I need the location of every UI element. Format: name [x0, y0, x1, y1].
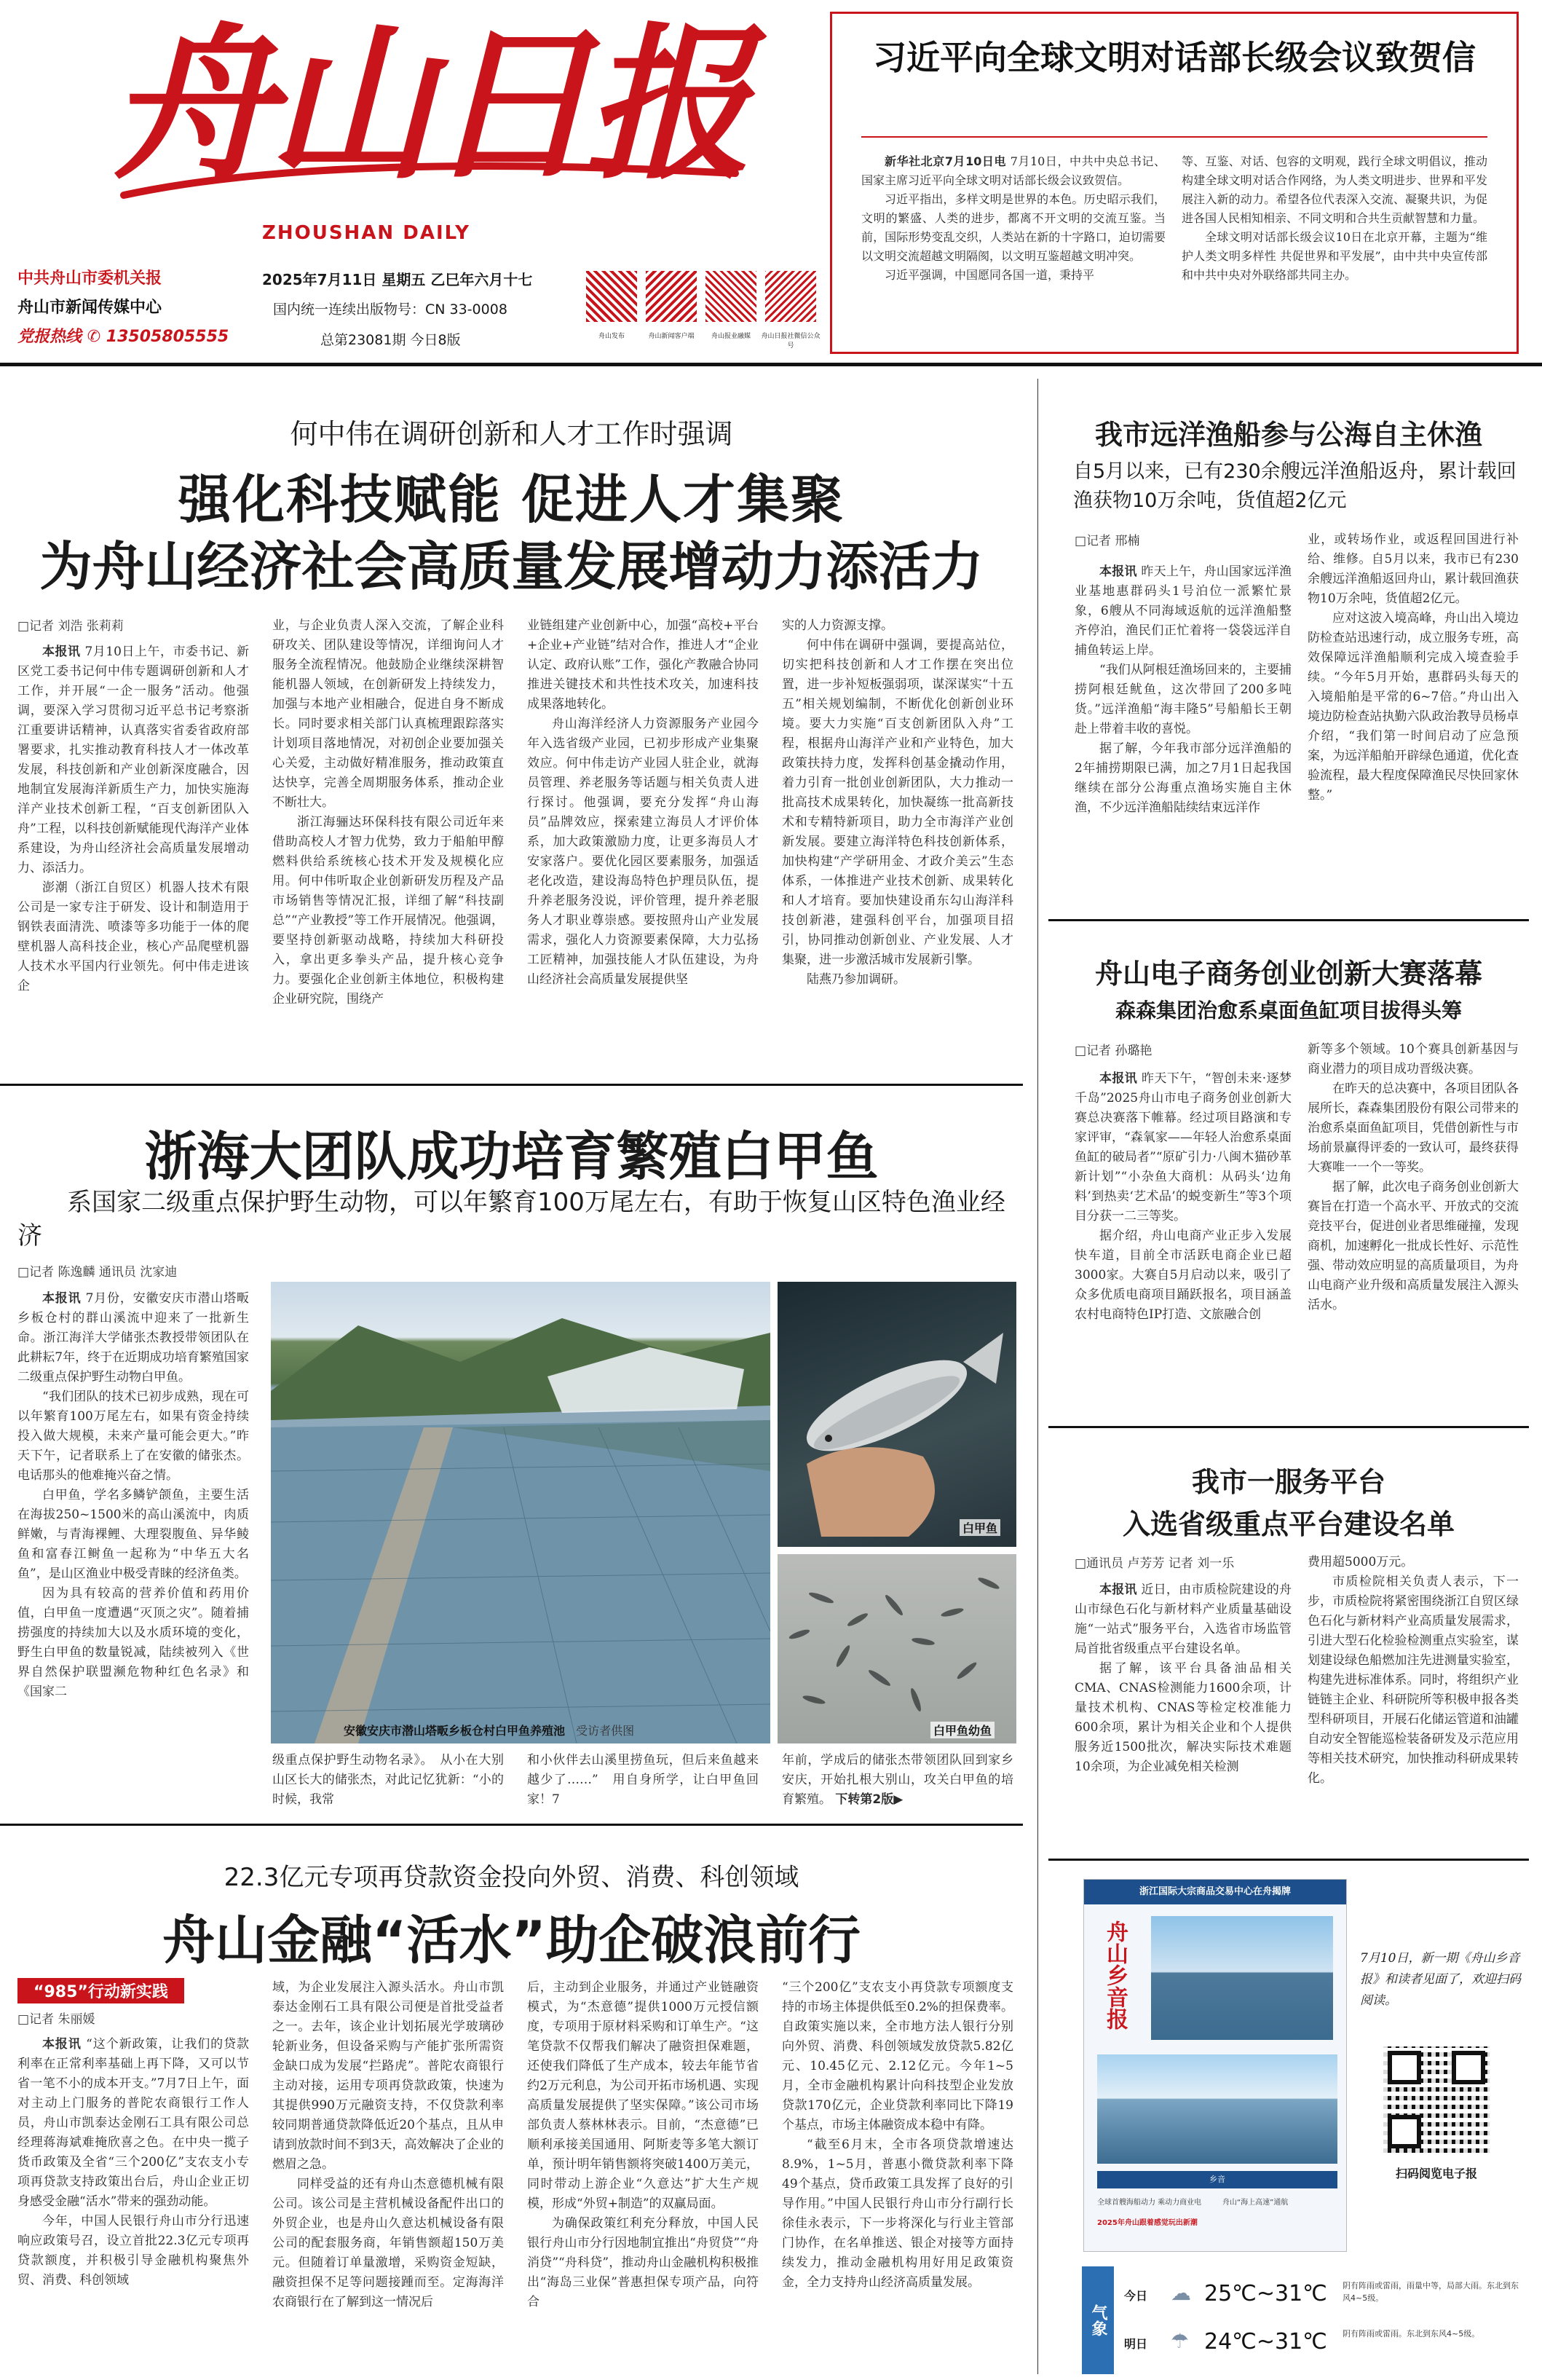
- paragraph-text: 今年，中国人民银行舟山市分行迅速响应政策号召，设立首批22.3亿元专项再贷款额度，并积极引导金融机构聚焦外贸、消费、科创领域: [17, 2214, 249, 2288]
- fry-illustration: [778, 1554, 1016, 1743]
- phone-icon: ✆: [87, 328, 101, 346]
- photo-caption: 白甲鱼幼鱼: [930, 1722, 995, 1738]
- paragraph-text: 业，或转场作业，或返程回国进行补给、维修。自5月以来，我市已有230余艘远洋渔船返回舟山，累计载回渔获物10万余吨，货值超2亿元。: [1308, 532, 1519, 606]
- headline: 为舟山经济社会高质量发展增动力添活力: [39, 536, 984, 597]
- weather-box: [1082, 2266, 1527, 2374]
- article-column: [1182, 152, 1487, 342]
- section-rule: [1048, 919, 1529, 921]
- weather-desc: 阴有阵雨或雷雨。东北到东风4~5级。: [1343, 2329, 1480, 2338]
- paragraph-text: 业，与企业负责人深入交流，了解企业科研攻关、团队建设等情况，详细询问人才服务全流程情况。他鼓励企业继续深耕智能机器人领域，在创新研发上持续发力，加强与本地产业相融合，促进自身不断成长。同时要求相关部门认真梳理跟踪落实计划项目落地情况，对初创企业要加强关心关爱，主动做好精准服务，推动政策直达快享，完善全周期服务体系，推动企业不断壮大。: [272, 618, 504, 810]
- qr-code[interactable]: [646, 271, 697, 322]
- paragraph: [782, 1751, 1013, 1809]
- fish-story: [0, 1088, 1023, 1816]
- article-column: [1308, 1040, 1519, 1411]
- paragraph-text: 级重点保护野生动物名录》。 从小在大别山区长大的储张杰，对此记忆犹新：“小的时候，我常: [272, 1753, 504, 1807]
- paragraph: [17, 1289, 249, 1387]
- paragraph-text: 年前，学成后的储张杰带领团队回到家乡安庆，开始扎根大别山，攻关白甲鱼的培育繁殖。: [782, 1753, 1013, 1807]
- lead: 本报讯: [1099, 1071, 1138, 1086]
- service-story: [1048, 1430, 1529, 1853]
- photo-fish-in-hand[interactable]: [778, 1282, 1016, 1547]
- paper-snippet: 全球首艘海船动力 乘动力商业电: [1097, 2199, 1202, 2207]
- paragraph: [782, 1978, 1013, 2135]
- paragraph-text: 因为具有较高的营养价值和药用价值，白甲鱼一度遭遇“灭顶之灾”。随着捕捞强度的持续加大以及水质环境的变化，野生白甲鱼的数量锐减，陆续被列入《世界自然保护联盟濒危物种红色名录》和《国家二: [17, 1586, 249, 1699]
- byline: □记者 孙璐艳: [1075, 1044, 1152, 1058]
- article-column: [17, 2035, 249, 2376]
- paragraph-text: 舟山海洋经济人力资源服务产业园今年入选省级产业园，已初步形成产业集聚效应。何中伟走访产业园人驻企业，就海员管理、养老服务等话题与相关负责人进行探讨。他强调，要充分发挥“舟山海员”品牌效应，探索建立海员人才评价体系，加大政策激励力度，让更多海员人才安家落户。要优化园区要素服务，加强适老化改造，建设海岛特色护理员队伍，提升养老服务没说，评价管理，提升养老服务人才职业尊崇感。要按照舟山产业发展需求，强化人力资源要素保障，大力弘扬工匠精神，加强技能人才队伍建设，为舟山经济社会高质量发展提供坚: [527, 717, 759, 987]
- paragraph-text: 和小伙伴去山溪里捞鱼玩，但后来鱼越来越少了……” 用自身所学，让白甲鱼回家！7: [527, 1753, 759, 1807]
- headline: 浙海大团队成功培育繁殖白甲鱼: [144, 1126, 879, 1187]
- promo-box: [1083, 1879, 1527, 2258]
- paragraph: [272, 2175, 504, 2312]
- weather-label: 气象: [1082, 2266, 1114, 2374]
- paper-title: 舟山乡音报: [1102, 1920, 1128, 2030]
- paragraph-text: 应对这波入境高峰，舟山出入境边防检查站迅速行动，成立服务专班，高效保障远洋渔船顺利完成入境查验手续。“今年5月开始，惠群码头每天的入境船舶是平常的6~7倍。”舟山出入境边防检查站执勤六队政治教导员杨卓介绍，“我们第一时间启动了应急预案，为远洋船舶开辟绿色通道，优化查验流程，最大程度保障渔民尽快回家休整。”: [1308, 611, 1519, 803]
- paragraph-text: 等、互鉴、对话、包容的文明观，践行全球文明倡议，推动构建全球文明对话合作网络，为人类文明进步、世界和平发展注入新的动力。希望各位代表深入交流、凝聚共识，为促进各国人民相知相亲、不同文明和合共生贡献智慧和力量。: [1182, 154, 1487, 225]
- paragraph-text: 白甲鱼，学名多鳞铲颌鱼，主要生活在海拔250~1500米的高山溪流中，肉质鲜嫩，与青海裸鲤、大理裂腹鱼、异华鲮鱼和富春江鲥鱼一起称为“中华五大名鱼”，是山区渔业中极受青睐的经济鱼类。: [17, 1488, 249, 1581]
- byline: □记者 刘浩 张莉莉: [17, 619, 124, 634]
- qr-code[interactable]: [765, 271, 816, 322]
- weather-row: [1124, 2325, 1527, 2368]
- paragraph: [17, 642, 249, 878]
- paragraph: [17, 1584, 249, 1702]
- paragraph: [1308, 1079, 1519, 1178]
- article-column: [272, 1751, 504, 1809]
- headline: 舟山金融“活水”助企破浪前行: [162, 1910, 861, 1971]
- headline: 舟山电子商务创业创新大赛落幕: [1094, 958, 1482, 990]
- paragraph: [527, 2214, 759, 2312]
- photo-caption: 白甲鱼: [960, 1519, 1000, 1536]
- photo-fish-ponds[interactable]: [271, 1282, 770, 1743]
- caption-text: 安徽安庆市潜山塔畈乡板仓村白甲鱼养殖池: [344, 1724, 566, 1738]
- paragraph-text: “三个200亿”支农支小再贷款专项额度支持的市场主体提供低至0.2%的担保费率。自政策实施以来，全市地方法人银行分别向外贸、消费、科创领域发放贷款5.82亿元、10.45亿元、2.12亿元。今年1~5月，全市金融机构累计向科技型企业发放贷款170亿元，企业贷款利率同比下降19个基点，市场主体融资成本稳中有降。: [782, 1980, 1013, 2132]
- weather-temp: 24℃~31℃: [1204, 2329, 1327, 2355]
- qr-label: 舟山日报社微信公众号: [761, 333, 821, 350]
- article-column: [527, 1978, 759, 2376]
- weather-day: 今日: [1124, 2289, 1148, 2303]
- weather-day: 明日: [1124, 2337, 1148, 2351]
- qr-label: 舟山新闻客户端: [648, 333, 695, 340]
- headline-rule: [861, 136, 1487, 138]
- section-rule: [0, 1084, 1023, 1086]
- weather-temp: 25℃~31℃: [1204, 2281, 1327, 2306]
- article-column: [527, 1751, 759, 1809]
- paragraph-text: 昨天上午，舟山国家远洋渔业基地惠群码头1号泊位一派繁忙景象，6艘从不同海域返航的远洋渔船整齐停泊，渔民们正忙着将一袋袋远洋自捕鱼转运上岸。: [1075, 564, 1292, 658]
- paragraph-text: 市质检院相关负责人表示，下一步，市质检院将紧密围绕浙江自贸区绿色石化与新材料产业高质量发展需求，引进大型石化检验检测重点实验室，谋划建设绿色船燃加注先进测量实验室，构建先进标准体系。同时，将组织产业链链主企业、科研院所等积极申报各类型科研项目，开展石化储运管道和油罐自动安全智能巡检装备研发及示范应用等相关技术研究，加快推动科研成果转化。: [1308, 1575, 1519, 1786]
- paragraph-text: 习近平强调，中国愿同各国一道，秉持平: [885, 268, 1095, 282]
- sponsor: 中共舟山市委机关报: [17, 269, 162, 288]
- paragraph: [1075, 661, 1292, 739]
- hotline: [17, 324, 229, 347]
- paragraph: [1308, 1553, 1519, 1572]
- paper-thumbnail[interactable]: [1083, 1879, 1347, 2252]
- weather-icon: ☂: [1171, 2329, 1190, 2353]
- headline: 我市远洋渔船参与公海自主休渔: [1094, 419, 1482, 451]
- paragraph-text: 据了解，该平台具备油品相关CMA、CNAS检测能力1600余项，计量技术机构、CNAS等检定校准能力600余项，累计为相关企业和个人提供服务近1500批次，解决实际技术难题10余项，为企业减免相关检测: [1075, 1661, 1292, 1774]
- paragraph-text: 后，主动到企业服务，并通过产业链融资模式，为“杰意德”提供1000万元授信额度，专项用于原材料采购和订单生产。“这笔贷款不仅帮我们解决了融资担保难题，还使我们降低了生产成本，较去年能节省约2万元利息，为公司开拓市场机遇、实现高质量发展提供了坚实保障。”该公司市场部负责人蔡林林表示。目前，“杰意德”已顺利承接美国通用、阿斯麦等多笔大额订单，预计明年销售额将突破1400万美元，同时带动上游企业“久意达”扩大生产规模，形成“外贸+制造”的双赢局面。: [527, 1980, 759, 2211]
- section-rule: [1048, 1426, 1529, 1428]
- column-divider: [1037, 379, 1038, 2374]
- paragraph: [1182, 152, 1487, 228]
- caption-credit: 受访者供图: [576, 1724, 635, 1738]
- article-column: [527, 616, 759, 1059]
- paragraph-text: 全球文明对话部长级会议10日在北京开幕，主题为“维护人类文明多样性 共促世界和平发展”，由中共中央宣传部和中共中央对外联络部共同主办。: [1182, 230, 1487, 282]
- section-tag: “985”行动新实践: [17, 1978, 184, 2003]
- photo-caption: [344, 1722, 634, 1738]
- byline: □记者 邢楠: [1075, 534, 1140, 548]
- lead: 本报讯: [42, 2037, 82, 2052]
- qr-code[interactable]: [586, 271, 637, 322]
- paragraph: [1075, 1069, 1292, 1226]
- paragraph-text: 习近平指出，多样文明是世界的本色。历史昭示我们，文明的繁盛、人类的进步，都离不开文明的交流互鉴。当前，国际形势变乱交织，人类站在新的十字路口，迫切需要以文明交流超越文明隔阂，以文明互鉴超越文明冲突。: [861, 192, 1166, 263]
- paper-snippet: 舟山“海上高速”通航: [1222, 2199, 1289, 2207]
- lead: 本报讯: [42, 645, 81, 659]
- paragraph: [861, 266, 1166, 285]
- article-column: [272, 616, 504, 1059]
- cn-number: 国内统一连续出版物号：CN 33-0008: [273, 302, 507, 318]
- article-column: [1075, 1580, 1292, 1828]
- paragraph: [861, 152, 1166, 190]
- paragraph: [1308, 609, 1519, 805]
- article-column: [1075, 562, 1292, 897]
- paragraph: [272, 813, 504, 1009]
- paragraph-text: 浙江海骊达环保科技有限公司近年来借助高校人才智力优势，致力于船舶甲醇燃料供给系统核心技术开发及规模化应用。何中伟听取企业创新研发历程及产品市场销售等情况汇报，详细了解“科技副总”“产业教授”等工作开展情况。他强调，要坚持创新驱动战略，持续加大科研投入，拿出更多拳头产品，提升核心竞争力。要强化企业创新主体地位，积极构建企业研究院，围绕产: [272, 815, 504, 1006]
- paragraph: [1308, 1040, 1519, 1079]
- promo-note: 7月10日，新一期《舟山乡音报》和读者见面了，欢迎扫码阅读。: [1360, 1951, 1521, 2008]
- byline: □记者 朱丽媛: [17, 2012, 95, 2027]
- top-story: [830, 12, 1519, 354]
- paragraph: [272, 1978, 504, 2175]
- qr-code[interactable]: [705, 271, 756, 322]
- paragraph: [527, 1978, 759, 2214]
- issue-number: 总第23081期 今日8版: [320, 332, 461, 348]
- paragraph: [527, 1751, 759, 1809]
- paragraph-text: 澎潮（浙江自贸区）机器人技术有限公司是一家专注于研发、设计和制造用于钢铁表面清洗、喷漆等多功能于一体的爬壁机器人高科技企业，核心产品爬壁机器人技术水平国内行业领先。何中伟走进该企: [17, 880, 249, 993]
- kicker: 22.3亿元专项再贷款资金投向外贸、消费、科创领域: [224, 1863, 799, 1892]
- paragraph-text: 同样受益的还有舟山杰意德机械有限公司。该公司是主营机械设备配件出口的外贸企业，也是舟山久意达机械设备有限公司的配套服务商，年销售额超150万美元。但随着订单量激增，采购资金短缺，融资担保不足等问题接踵而至。定海海洋农商银行在了解到这一情况后: [272, 2177, 504, 2309]
- paragraph-text: 陆燕乃参加调研。: [807, 972, 906, 987]
- paragraph-text: 7月10日上午，市委书记、新区党工委书记何中伟专题调研创新和人才工作，并开展“一企一服务”活动。他强调，要深入学习贯彻习近平总书记考察浙江重要讲话精神，认真落实省委省政府部署要求，扎实推动教育科技人才一体改革发展，科技创新和产业创新深度融合，因地制宜发展海洋新质生产力，加快实施海洋产业技术创新工程，“百支创新团队入舟”工程，以科技创新赋能现代海洋产业体系建设，为舟山经济社会高质量发展增动力、添活力。: [17, 645, 249, 875]
- paragraph-text: 域，为企业发展注入源头活水。舟山市凯泰达金刚石工具有限公司便是首批受益者之一。去年，该企业计划拓展光学玻璃砂轮新业务，但设备采购与产能扩张所需资金缺口成为发展“拦路虎”。普陀农商银行主动对接，运用专项再贷款政策，快速为其提供990万元融资支持，不仅贷款利率较同期普通贷款降低近20个基点，且从申请到放款时间不到3天，高效解决了企业的燃眉之急。: [272, 1980, 504, 2172]
- masthead: [0, 0, 1542, 364]
- paper-header: 浙江国际大宗商品交易中心在舟揭牌: [1084, 1880, 1346, 1904]
- lead: 本报讯: [42, 1291, 82, 1306]
- paragraph: [527, 616, 759, 714]
- paragraph-text: 据了解，此次电子商务创业创新大赛旨在打造一个高水平、开放式的交流竞技平台，促进创业者思维碰撞，发现商机，加速孵化一批成长性好、示范性强、带动效应明显的高质量项目，为舟山电商产业升级和高质量发展注入源头活水。: [1308, 1180, 1519, 1312]
- paragraph-text: 为确保政策红利充分释放，中国人民银行舟山市分行因地制宜推出“舟贸贷”“舟消贷”“舟科贷”，推动舟山金融机构积极推出“海岛三业保”普惠担保专项产品，向符合: [527, 2216, 759, 2309]
- qr-label: 舟山发布: [598, 333, 625, 340]
- qr-label: 舟山报业融媒: [711, 333, 751, 340]
- qr-row: [586, 271, 819, 351]
- paper-banner: 乡音: [1097, 2171, 1337, 2188]
- paragraph: [782, 616, 1013, 636]
- weather-icon: ☁: [1171, 2281, 1191, 2305]
- photo-fish-fry[interactable]: [778, 1554, 1016, 1743]
- paragraph: [272, 616, 504, 813]
- paragraph-text: 费用超5000万元。: [1308, 1555, 1414, 1569]
- paragraph: [1075, 562, 1292, 661]
- article-column: [782, 1978, 1013, 2376]
- paragraph: [1075, 1580, 1292, 1659]
- section-rule: [1048, 1859, 1529, 1861]
- kicker: 何中伟在调研创新和人才工作时强调: [290, 418, 733, 450]
- hotline-label: 党报热线: [17, 328, 82, 346]
- article-column: [861, 152, 1166, 342]
- paragraph-text: 业链组建产业创新中心，加强“高校+平台+企业+产业链”结对合作，推进人才“企业认定、政府认账”工作，强化产教融合协同推进关键技术和共性技术攻关，加速科技成果落地转化。: [527, 618, 759, 712]
- english-name: ZHOUSHAN DAILY: [262, 222, 470, 244]
- subhead: 森森集团治愈系桌面鱼缸项目拔得头筹: [1115, 998, 1462, 1022]
- pond-illustration: [271, 1282, 770, 1743]
- article-column: [1075, 1069, 1292, 1411]
- logo-text: 舟山日报: [109, 7, 744, 202]
- paragraph-text: “我们团队的技术已初步成熟，现在可以年繁育100万尾左右，如果有资金持续投入做大规模，未来产量可能会更大。”昨天下午，记者联系上了在安徽的储张杰。电话那头的他难掩兴奋之情。: [17, 1390, 249, 1483]
- article-column: [782, 616, 1013, 1059]
- lead: 本报讯: [1099, 1583, 1137, 1597]
- lead: 本报讯: [1099, 564, 1137, 579]
- article-column: [1308, 530, 1519, 897]
- paragraph: [782, 970, 1013, 990]
- ecommerce-story: [1048, 923, 1529, 1426]
- paragraph-text: “这个新政策，让我们的贷款利率在正常利率基础上再下降，又可以节省一笔不小的成本开支。”7月7日上午，面对主动上门服务的普陀农商银行工作人员，舟山市凯泰达金刚石工具有限公司总经理蒋海斌难掩欣喜之色。在中央一揽子货币政策及全省“三个200亿”支农支小专项再贷款支持政策出台后，舟山企业正切身感受金融“活水”带来的强劲动能。: [17, 2037, 249, 2209]
- paper-snippet: 2025年舟山跟着感觉玩出新潮: [1097, 2219, 1198, 2227]
- paragraph-text: 据了解，今年我市部分远洋渔船的2年捕捞期限已满，加之7月1日起我国继续在部分公海重点渔场实施自主休渔，不少远洋渔船陆续结束远洋作: [1075, 741, 1292, 815]
- paragraph-text: 7月份，安徽安庆市潜山塔畈乡板仓村的群山溪流中迎来了一批新生命。浙江海洋大学储张杰教授带领团队在此耕耘7年，终于在近期成功培育繁殖国家二级重点保护野生动物白甲鱼。: [17, 1291, 249, 1384]
- paragraph: [272, 1751, 504, 1809]
- date: 2025年7月11日 星期五 乙巳年六月十七: [262, 271, 533, 288]
- paragraph: [782, 2135, 1013, 2293]
- qr-code[interactable]: [1383, 2046, 1490, 2153]
- headline: 习近平向全球文明对话部长级会议致贺信: [873, 38, 1476, 77]
- article-column: [272, 1978, 504, 2376]
- article-column: [1308, 1553, 1519, 1828]
- paragraph: [1308, 530, 1519, 609]
- paper-photo: [1151, 1916, 1333, 2040]
- paragraph: [17, 1486, 249, 1584]
- paragraph: [1075, 1226, 1292, 1325]
- paragraph: [17, 2212, 249, 2290]
- fish-illustration: [778, 1282, 1016, 1547]
- weather-row: [1124, 2277, 1527, 2320]
- paragraph: [1075, 1659, 1292, 1777]
- paragraph: [1075, 739, 1292, 818]
- subhead: 系国家二级重点保护野生动物，可以年繁育100万尾左右，有助于恢复山区特色渔业经济: [17, 1188, 1005, 1250]
- paragraph-text: 何中伟在调研中强调，要提高站位，切实把科技创新和人才工作摆在突出位置，进一步补短板强弱项，谋深谋实“十五五”相关规划编制，不断优化创新创业环境。要大力实施“百支创新团队入舟”工程，根据舟山海洋产业和产业特色，加大政策扶持力度，发挥科创基金撬动作用，着力引育一批创业创新团队，大力推动一批高技术成果转化，加快凝练一批高新技术和专精特新项目，助力全市海洋产业创新发展。要建立海洋特色科技创新体系，加快构建“产学研用金、才政介美云”生态体系，一体推进产业技术创新、成果转化和人才培育。要加快建设甬东勾山海洋科技创新港，建强科创平台，加强项目招引，协同推动创新创业、产业发展、人才集聚，进一步激活城市发展新引擎。: [782, 638, 1013, 967]
- paragraph: [17, 1387, 249, 1486]
- byline: □通讯员 卢芳芳 记者 刘一乐: [1075, 1556, 1235, 1571]
- paragraph-text: 在昨天的总决赛中，各项目团队各展所长，森森集团股份有限公司带来的治愈系桌面鱼缸项目，凭借创新性与市场前景赢得评委的一致认可，最终获得大赛唯一一个一等奖。: [1308, 1081, 1519, 1175]
- paragraph-text: 近日，由市质检院建设的舟山市绿色石化与新材料产业质量基础设施“一站式”服务平台，入选省市场监管局首批省级重点平台建设名单。: [1075, 1583, 1292, 1656]
- continue-link[interactable]: 下转第2版▶: [835, 1792, 904, 1807]
- paragraph: [1182, 228, 1487, 285]
- hotline-number: 13505805555: [106, 328, 229, 346]
- paragraph-text: 据介绍，舟山电商产业正步入发展快车道，目前全市活跃电商企业已超3000家。大赛自5月启动以来，吸引了众多优质电商项目踊跃报名，项目涵盖农村电商特色IP打造、文旅融合创: [1075, 1229, 1292, 1322]
- headline: 入选省级重点平台建设名单: [1122, 1508, 1455, 1540]
- paragraph: [17, 2035, 249, 2212]
- logo: [109, 6, 750, 224]
- finance-story: [0, 1828, 1023, 2380]
- paragraph-text: 7月10日，中共中央总书记、国家主席习近平向全球文明对话部长级会议致贺信。: [861, 154, 1166, 187]
- paragraph-text: “截至6月末，全市各项贷款增速达8.9%，1~5月，普惠小微贷款利率下降49个基点，贷币政策工具发挥了良好的引导作用。”中国人民银行舟山市分行副行长徐佳永表示，下一步将深化与行业主管部门协作，在名单推送、银企对接等方面持续发力，推动金融机构用好用足政策资金，全力支持舟山经济高质量发展。: [782, 2137, 1013, 2290]
- section-rule: [0, 1824, 1023, 1826]
- paragraph-text: 实的人力资源支撑。: [782, 618, 893, 633]
- paragraph: [527, 714, 759, 990]
- paragraph: [1308, 1178, 1519, 1315]
- weather-desc: 阴有阵雨或雷雨，雨量中等，局部大雨。东北到东风4~5级。: [1343, 2281, 1519, 2303]
- article-column: [17, 642, 249, 1059]
- byline: □记者 陈逸麟 通讯员 沈家迪: [17, 1265, 178, 1280]
- subhead: 自5月以来，已有230余艘远洋渔船返舟，累计载回渔获物10万余吨，货值超2亿元: [1073, 460, 1517, 512]
- fishing-story: [1048, 371, 1529, 918]
- masthead-rule: [0, 363, 1542, 366]
- headline: 强化科技赋能 促进人才集聚: [178, 469, 845, 530]
- lead: 新华社北京7月10日电: [885, 154, 1007, 168]
- paragraph: [782, 636, 1013, 970]
- lead-story: [0, 371, 1023, 1081]
- paper-photo: [1097, 2054, 1337, 2164]
- article-column: [782, 1751, 1013, 1809]
- paragraph: [861, 190, 1166, 266]
- paragraph-text: 新等多个领域。10个赛具创新基因与商业潜力的项目成功晋级决赛。: [1308, 1042, 1519, 1076]
- paragraph-text: “我们从阿根廷渔场回来的，主要捕捞阿根廷鱿鱼，这次带回了200多吨货。”远洋渔船“海丰隆5”号船船长王朝赴上带着丰收的喜悦。: [1075, 663, 1292, 736]
- paragraph-text: 昨天下午，“智创未来·逐梦千岛”2025舟山市电子商务创业创新大赛总决赛落下帷幕。经过项目路演和专家评审，“森氧家——年轻人治愈系桌面鱼缸的破局者”“原矿引力·八闽木猫砂革新计划”“小杂鱼大商机：从码头‘边角料’到热卖‘艺术品’的蜕变新生”等3个项目分获一二三等奖。: [1075, 1071, 1292, 1224]
- publisher: 舟山市新闻传媒中心: [17, 299, 162, 317]
- qr-label: 扫码阅览电子报: [1395, 2167, 1477, 2180]
- paragraph: [1308, 1572, 1519, 1789]
- article-column: [17, 1289, 249, 1803]
- headline: 我市一服务平台: [1191, 1466, 1385, 1498]
- paragraph: [17, 878, 249, 996]
